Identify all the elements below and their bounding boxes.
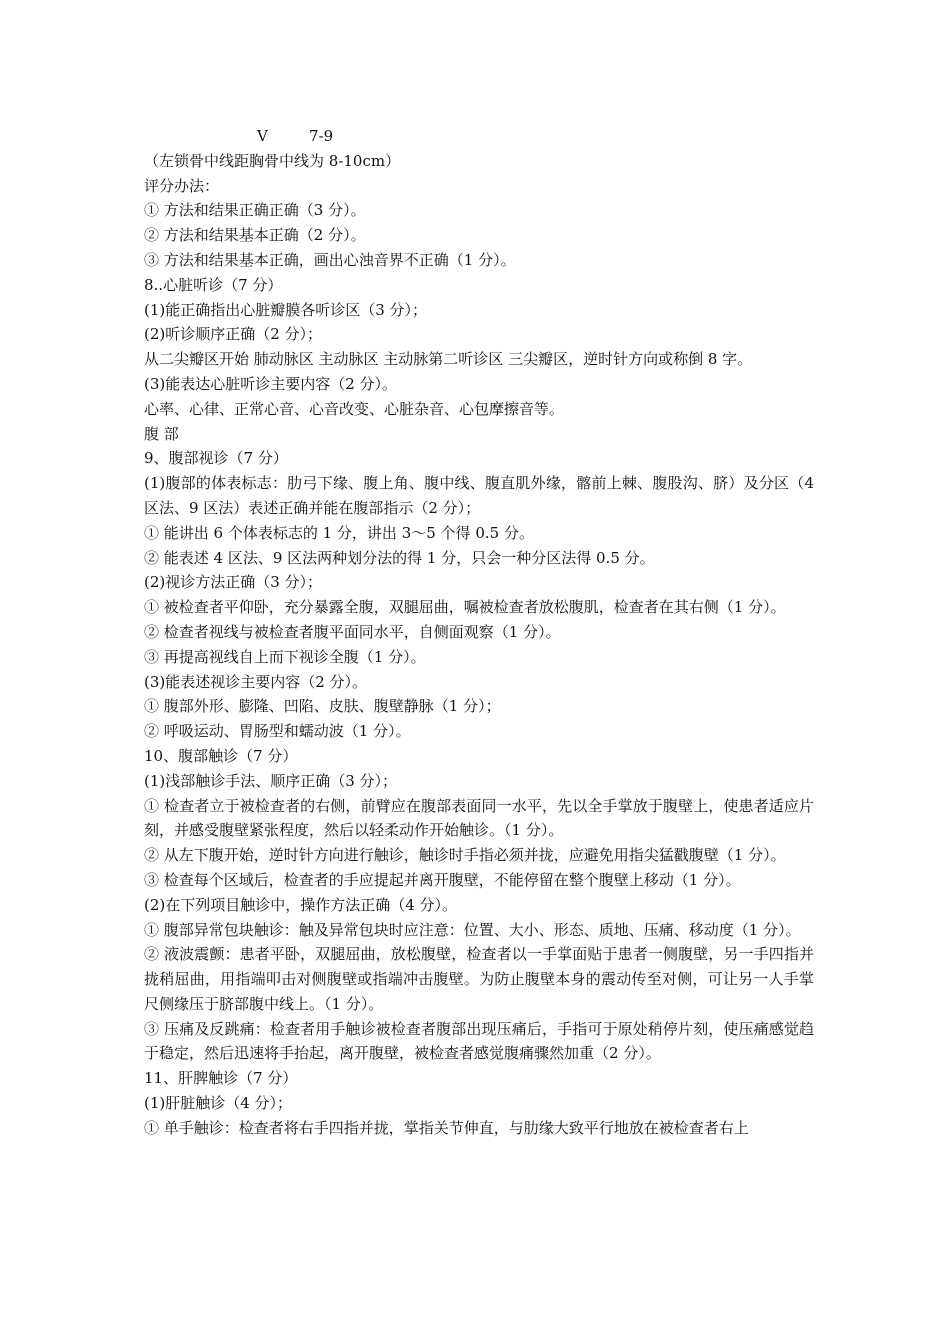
- text-line: ① 方法和结果正确正确（3 分）。: [144, 201, 366, 220]
- text-line: 9、腹部视诊（7 分）: [144, 449, 288, 468]
- text-line: (1)肝脏触诊（4 分）；: [144, 1094, 293, 1113]
- text-line: (1)腹部的体表标志：肋弓下缘、腹上角、腹中线、腹直肌外缘，髂前上棘、腹股沟、脐）及分区（4 区法、9 区法）表述正确并能在腹部指示（2 分）；: [144, 474, 819, 517]
- roman-numeral-label: Ⅴ: [257, 127, 268, 145]
- text-line: ① 腹部外形、膨隆、凹陷、皮肤、腹壁静脉（1 分）；: [144, 697, 501, 716]
- text-line: ② 液波震颤：患者平卧，双腿屈曲，放松腹壁，检查者以一手掌面贴于患者一侧腹壁，另一手四指并拢稍屈曲，用指端叩击对侧腹壁或指端冲击腹壁。为防止腹壁本身的震动传至对侧，可让另一人手掌尺侧缘压于脐部腹中线上。（1 分）。: [144, 945, 814, 1013]
- figure-header: [144, 124, 814, 149]
- text-line: 8..心脏听诊（7 分）: [144, 275, 283, 294]
- text-line: (3)能表述视诊主要内容（2 分）。: [144, 672, 368, 691]
- text-line: ① 被检查者平仰卧，充分暴露全腹，双腿屈曲，嘱被检查者放松腹肌，检查者在其右侧（1 分）。: [144, 598, 786, 617]
- text-line: ② 从左下腹开始，逆时针方向进行触诊，触诊时手指必须并拢，应避免用指尖猛戳腹壁（1 分）。: [144, 846, 786, 865]
- text-line: ① 单手触诊：检查者将右手四指并拢，掌指关节伸直，与肋缘大致平行地放在被检查者右上: [144, 1118, 749, 1137]
- document-body: [144, 124, 819, 1141]
- text-line: ② 检查者视线与被检查者腹平面同水平，自侧面观察（1 分）。: [144, 622, 561, 641]
- text-line: (2)在下列项目触诊中，操作方法正确（4 分）。: [144, 895, 458, 914]
- text-line: (3)能表达心脏听诊主要内容（2 分）。: [144, 374, 398, 393]
- text-line: (2)听诊顺序正确（2 分）；: [144, 325, 323, 344]
- text-lines: [144, 149, 819, 1141]
- text-line: 腹 部: [144, 424, 179, 443]
- text-line: ② 能表述 4 区法、9 区法两种划分法的得 1 分，只会一种分区法得 0.5 分。: [144, 548, 655, 567]
- text-line: ③ 检查每个区域后，检查者的手应提起并离开腹壁，不能停留在整个腹壁上移动（1 分）。: [144, 870, 741, 889]
- text-line: (1)浅部触诊手法、顺序正确（3 分）；: [144, 771, 398, 790]
- text-line: ② 方法和结果基本正确（2 分）。: [144, 226, 366, 245]
- text-line: ③ 再提高视线自上而下视诊全腹（1 分）。: [144, 647, 426, 666]
- text-line: (1)能正确指出心脏瓣膜各听诊区（3 分）；: [144, 300, 428, 319]
- text-line: （左锁骨中线距胸骨中线为 8-10cm）: [144, 151, 401, 170]
- text-line: 10、腹部触诊（7 分）: [144, 746, 298, 765]
- text-line: ③ 压痛及反跳痛：检查者用手触诊被检查者腹部出现压痛后，手指可于原处稍停片刻，使压痛感觉趋于稳定，然后迅速将手抬起，离开腹壁，被检查者感觉腹痛骤然加重（2 分）。: [144, 1019, 814, 1063]
- text-line: ① 能讲出 6 个体表标志的 1 分，讲出 3～5 个得 0.5 分。: [144, 523, 534, 542]
- text-line: ① 腹部异常包块触诊：触及异常包块时应注意：位置、大小、形态、质地、压痛、移动度（1 分）。: [144, 920, 801, 939]
- text-line: 从二尖瓣区开始 肺动脉区 主动脉区 主动脉第二听诊区 三尖瓣区，逆时针方向或称倒 8 字。: [144, 350, 753, 369]
- text-line: ③ 方法和结果基本正确，画出心浊音界不正确（1 分）。: [144, 250, 516, 269]
- text-line: ② 呼吸运动、胃肠型和蠕动波（1 分）。: [144, 722, 411, 741]
- text-line: 心率、心律、正常心音、心音改变、心脏杂音、心包摩擦音等。: [144, 399, 565, 418]
- text-line: (2)视诊方法正确（3 分）；: [144, 573, 323, 592]
- text-line: 11、肝脾触诊（7 分）: [144, 1069, 298, 1088]
- text-line: 评分办法：: [144, 176, 220, 195]
- text-line: ① 检查者立于被检查者的右侧，前臂应在腹部表面同一水平，先以全手掌放于腹壁上，使患者适应片刻，并感受腹壁紧张程度，然后以轻柔动作开始触诊。（1 分）。: [144, 796, 814, 840]
- range-label: 7-9: [309, 127, 334, 145]
